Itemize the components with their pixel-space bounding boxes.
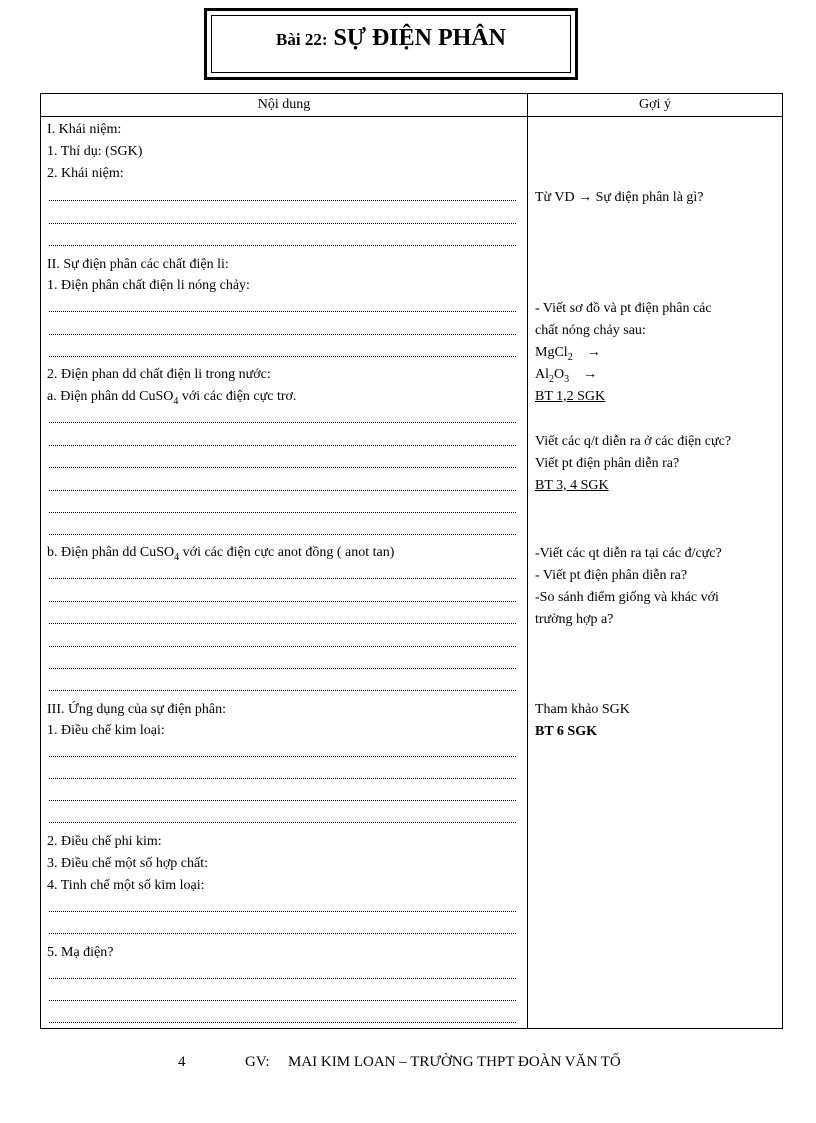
metal-production-line: 1. Điều chế kim loại:: [47, 723, 165, 738]
subscript: 4: [173, 395, 179, 407]
lesson-title: SỰ ĐIỆN PHÂN: [333, 25, 506, 51]
subscript: 2: [549, 373, 554, 385]
section-2-heading: II. Sự điện phân các chất điện li:: [47, 257, 229, 272]
answer-line: [49, 778, 516, 779]
subscript: 2: [567, 351, 573, 363]
answer-line: [49, 822, 516, 823]
answer-line: [49, 534, 516, 535]
footer-author: MAI KIM LOAN – TRƯỜNG THPT ĐOÀN VĂN TỐ: [288, 1054, 621, 1070]
hint-melt-2: chất nóng chảy sau:: [535, 323, 646, 338]
subscript: 3: [564, 373, 570, 385]
answer-line: [49, 245, 516, 246]
column-divider: [527, 94, 528, 1028]
answer-line: [49, 578, 516, 579]
section-1-heading: I. Khái niệm:: [47, 122, 122, 137]
hint-compare-1: -So sánh điểm giống và khác với: [535, 590, 719, 605]
copper-anode-text: b. Điện phân dd CuSO: [47, 545, 175, 560]
answer-line: [49, 445, 516, 446]
inert-electrode-text-tail: với các điện cực trơ.: [178, 389, 297, 404]
answer-line: [49, 601, 516, 602]
answer-line: [49, 467, 516, 468]
inert-electrode-line: [47, 388, 296, 411]
hint-mgcl2: [535, 344, 601, 367]
answer-line: [49, 668, 516, 669]
hint-reference: Tham khảo SGK: [535, 702, 630, 717]
example-line: 1. Thí dụ: (SGK): [47, 144, 143, 159]
header-content: Nội dung: [257, 97, 311, 112]
arrow-icon: →: [583, 367, 598, 382]
answer-line: [49, 623, 516, 624]
worksheet-table: [40, 93, 783, 1029]
hint-compare-2: trường hợp a?: [535, 612, 614, 627]
title-box: [204, 8, 578, 80]
hint-anode-equation: - Viết pt điện phân diễn ra?: [535, 568, 688, 583]
answer-line: [49, 200, 516, 201]
section-3-heading: III. Ứng dụng của sự điện phân:: [47, 702, 227, 717]
answer-line: [49, 933, 516, 934]
answer-line: [49, 800, 516, 801]
hint-exercise-6: BT 6 SGK: [535, 724, 597, 739]
answer-line: [49, 646, 516, 647]
formula-mgcl: MgCl: [535, 345, 568, 360]
metal-refining-line: 4. Tinh chế một số kim loại:: [47, 878, 205, 893]
answer-line: [49, 311, 516, 312]
melt-electrolysis-line: 1. Điện phân chất điện li nóng chảy:: [47, 278, 250, 293]
hint-anode-processes: -Viết các qt diễn ra tại các đ/cực?: [535, 546, 722, 561]
answer-line: [49, 490, 516, 491]
answer-line: [49, 422, 516, 423]
concept-line: 2. Khái niệm:: [47, 166, 124, 181]
lesson-number: Bài 22:: [276, 30, 328, 49]
answer-line: [49, 1022, 516, 1023]
answer-line: [49, 978, 516, 979]
hint-equation: Viết pt điện phân diễn ra?: [535, 456, 680, 471]
header-hint: Gợi ý: [639, 97, 671, 112]
hint-al2o3: [535, 366, 597, 389]
copper-anode-text-tail: với các điện cực anot đồng ( anot tan): [179, 545, 395, 560]
hint-concept: Từ VD → Sự điện phân là gì?: [535, 190, 704, 205]
formula-al: Al: [535, 367, 549, 382]
answer-line: [49, 356, 516, 357]
copper-anode-line: [47, 544, 394, 567]
answer-line: [49, 911, 516, 912]
subscript: 4: [174, 551, 180, 563]
answer-line: [49, 512, 516, 513]
answer-line: [49, 223, 516, 224]
page-title: [207, 25, 575, 52]
footer-gv-label: GV:: [245, 1054, 270, 1070]
hint-melt-1: - Viết sơ đồ và pt điện phân các: [535, 301, 712, 316]
answer-line: [49, 756, 516, 757]
arrow-icon: →: [586, 345, 601, 360]
answer-line: [49, 1000, 516, 1001]
page-number: 4: [178, 1054, 186, 1070]
hint-exercise-3-4: BT 3, 4 SGK: [535, 478, 609, 493]
answer-line: [49, 334, 516, 335]
electroplating-line: 5. Mạ điện?: [47, 945, 114, 960]
answer-line: [49, 690, 516, 691]
hint-exercise-1-2: BT 1,2 SGK: [535, 389, 606, 404]
inert-electrode-text: a. Điện phân dd CuSO: [47, 389, 174, 404]
header-divider: [41, 116, 782, 117]
compound-production-line: 3. Điều chế một số hợp chất:: [47, 856, 208, 871]
nonmetal-production-line: 2. Điều chế phi kim:: [47, 834, 162, 849]
formula-o: O: [554, 367, 565, 382]
solution-electrolysis-line: 2. Điện phan dd chất điện li trong nước:: [47, 367, 271, 382]
hint-electrode-processes: Viết các q/t diễn ra ở các điện cực?: [535, 434, 732, 449]
